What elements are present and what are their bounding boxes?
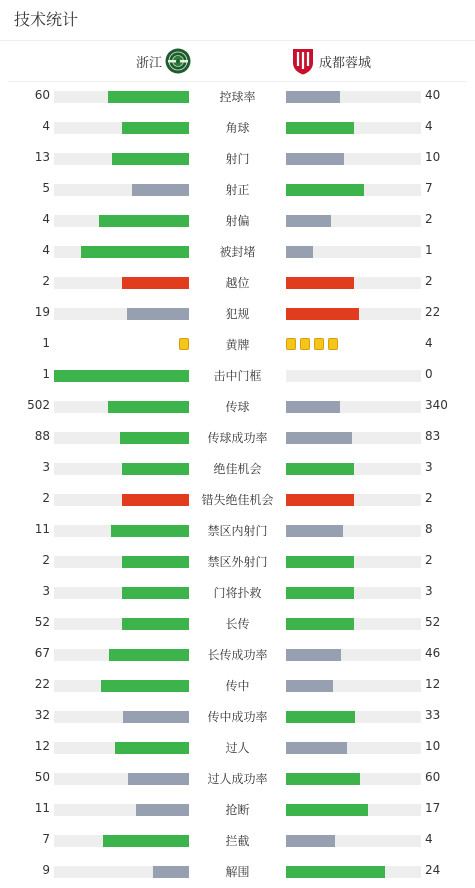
stat-label: 门将扑救 <box>213 586 262 600</box>
away-stat-value: 3 <box>425 584 433 598</box>
away-stat-value: 2 <box>425 491 433 505</box>
home-stat-bar <box>54 742 189 754</box>
home-stat-bar-fill <box>136 804 189 816</box>
home-stat-value: 88 <box>34 429 50 443</box>
away-stat-value: 10 <box>425 739 441 753</box>
home-stat-bar-fill <box>122 122 190 134</box>
stat-label: 角球 <box>225 121 250 135</box>
yellow-card-icon <box>300 338 310 350</box>
home-stat-bar <box>54 587 189 599</box>
stat-row <box>0 546 475 577</box>
stat-row <box>0 732 475 763</box>
stat-label: 过人成功率 <box>207 772 268 786</box>
stat-label: 犯规 <box>225 307 250 321</box>
stat-row <box>0 670 475 701</box>
away-stat-bar-fill <box>286 122 354 134</box>
away-stat-value: 2 <box>425 274 433 288</box>
home-stat-value: 19 <box>34 305 50 319</box>
stat-row <box>0 422 475 453</box>
away-stat-bar-fill <box>286 308 359 320</box>
home-stat-bar-fill <box>153 866 189 878</box>
away-stat-bar-fill <box>286 742 347 754</box>
away-stat-value: 2 <box>425 553 433 567</box>
home-stat-bar <box>54 525 189 537</box>
home-stat-bar <box>54 618 189 630</box>
away-stat-value: 4 <box>425 119 433 133</box>
stat-label: 射正 <box>225 183 250 197</box>
away-stat-bar-fill <box>286 618 354 630</box>
away-stat-bar <box>286 649 421 661</box>
away-team-logo-icon[interactable] <box>292 48 314 75</box>
stat-row <box>0 515 475 546</box>
away-stat-value: 52 <box>425 615 441 629</box>
stat-label: 传中成功率 <box>207 710 268 724</box>
away-yellow-cards <box>286 338 338 350</box>
stat-label: 传球 <box>225 400 250 414</box>
home-stat-value: 3 <box>42 460 50 474</box>
home-stat-bar <box>54 215 189 227</box>
home-stat-bar <box>54 308 189 320</box>
away-stat-bar <box>286 370 421 382</box>
away-stat-bar <box>286 835 421 847</box>
stat-label: 被封堵 <box>219 245 256 259</box>
home-stat-bar <box>54 153 189 165</box>
stat-row <box>0 298 475 329</box>
stat-row <box>0 329 475 360</box>
stat-label: 错失绝佳机会 <box>201 493 274 507</box>
away-stat-bar-fill <box>286 649 341 661</box>
home-stat-bar <box>54 184 189 196</box>
stat-row <box>0 174 475 205</box>
home-stat-bar-fill <box>115 742 189 754</box>
away-stat-value: 33 <box>425 708 441 722</box>
yellow-card-icon <box>328 338 338 350</box>
home-stat-bar-fill <box>122 556 190 568</box>
away-stat-bar-fill <box>286 277 354 289</box>
stat-row <box>0 701 475 732</box>
page-title: 技术统计 <box>14 10 79 29</box>
away-stat-value: 60 <box>425 770 441 784</box>
stat-label: 黄牌 <box>225 338 250 352</box>
away-stat-bar <box>286 91 421 103</box>
home-stat-bar-fill <box>81 246 189 258</box>
home-stat-bar <box>54 680 189 692</box>
home-stat-value: 60 <box>34 88 50 102</box>
home-stat-bar-fill <box>127 308 189 320</box>
home-stat-value: 4 <box>42 212 50 226</box>
home-stat-value: 12 <box>34 739 50 753</box>
away-stat-value: 3 <box>425 460 433 474</box>
home-stat-value: 22 <box>34 677 50 691</box>
away-stat-bar <box>286 153 421 165</box>
home-stat-bar <box>54 122 189 134</box>
home-stat-value: 3 <box>42 584 50 598</box>
stat-row <box>0 763 475 794</box>
away-stat-value: 10 <box>425 150 441 164</box>
home-stat-bar <box>54 835 189 847</box>
away-stat-bar-fill <box>286 866 385 878</box>
stat-row <box>0 81 475 112</box>
stat-label: 击中门框 <box>213 369 262 383</box>
yellow-card-icon <box>179 338 189 350</box>
home-stat-bar <box>54 773 189 785</box>
home-stat-value: 2 <box>42 274 50 288</box>
home-stat-value: 2 <box>42 553 50 567</box>
home-stat-bar <box>54 370 189 382</box>
away-stat-bar <box>286 618 421 630</box>
home-stat-value: 9 <box>42 863 50 877</box>
away-stat-value: 17 <box>425 801 441 815</box>
home-stat-bar-fill <box>108 91 189 103</box>
stat-label: 长传 <box>225 617 250 631</box>
home-stat-bar <box>54 432 189 444</box>
home-stat-bar-fill <box>120 432 189 444</box>
away-stat-value: 22 <box>425 305 441 319</box>
away-stat-bar <box>286 773 421 785</box>
away-stat-bar <box>286 215 421 227</box>
home-stat-bar-fill <box>54 370 189 382</box>
away-stat-bar <box>286 401 421 413</box>
stat-row <box>0 577 475 608</box>
stat-label: 抢断 <box>225 803 250 817</box>
home-stat-bar-fill <box>122 587 190 599</box>
away-stat-bar-fill <box>286 804 368 816</box>
away-stat-bar-fill <box>286 835 335 847</box>
away-stat-bar-fill <box>286 680 333 692</box>
away-stat-bar-fill <box>286 587 354 599</box>
stat-row <box>0 639 475 670</box>
stat-row <box>0 794 475 825</box>
stat-row <box>0 205 475 236</box>
away-stat-value: 12 <box>425 677 441 691</box>
away-stat-bar-fill <box>286 556 354 568</box>
away-stat-bar <box>286 277 421 289</box>
away-team-name[interactable]: 成都蓉城 <box>319 56 372 71</box>
stat-label: 长传成功率 <box>207 648 268 662</box>
stat-label: 控球率 <box>219 90 256 104</box>
home-stat-bar-fill <box>112 153 189 165</box>
home-stat-bar <box>54 866 189 878</box>
home-stat-bar-fill <box>122 618 190 630</box>
stat-label: 绝佳机会 <box>213 462 262 476</box>
away-stat-value: 1 <box>425 243 433 257</box>
home-stat-value: 11 <box>34 522 50 536</box>
away-stat-bar <box>286 556 421 568</box>
away-stat-value: 7 <box>425 181 433 195</box>
away-stat-bar <box>286 525 421 537</box>
home-stat-value: 4 <box>42 119 50 133</box>
away-stat-bar-fill <box>286 773 360 785</box>
home-stat-value: 5 <box>42 181 50 195</box>
team-header <box>0 41 475 81</box>
stats-list <box>0 81 475 887</box>
home-stat-bar-fill <box>108 401 189 413</box>
stat-label: 过人 <box>225 741 250 755</box>
home-stat-bar-fill <box>123 711 189 723</box>
home-stat-bar <box>54 463 189 475</box>
away-stat-bar-fill <box>286 525 343 537</box>
stat-label: 射偏 <box>225 214 250 228</box>
stat-label: 解围 <box>225 865 250 879</box>
away-stat-bar <box>286 711 421 723</box>
away-stat-value: 83 <box>425 429 441 443</box>
home-stat-value: 13 <box>34 150 50 164</box>
home-stat-bar-fill <box>122 463 190 475</box>
away-stat-bar <box>286 184 421 196</box>
away-stat-bar-fill <box>286 711 355 723</box>
away-stat-bar <box>286 680 421 692</box>
home-stat-bar-fill <box>122 277 190 289</box>
home-stat-value: 502 <box>27 398 50 412</box>
home-stat-bar <box>54 91 189 103</box>
home-yellow-cards <box>179 338 189 350</box>
stat-label: 禁区内射门 <box>207 524 268 538</box>
stat-row <box>0 267 475 298</box>
stat-row <box>0 825 475 856</box>
stat-row <box>0 391 475 422</box>
home-stat-value: 4 <box>42 243 50 257</box>
away-stat-value: 340 <box>425 398 448 412</box>
stat-row <box>0 484 475 515</box>
stat-label: 越位 <box>225 276 250 290</box>
home-stat-value: 32 <box>34 708 50 722</box>
away-stat-bar <box>286 587 421 599</box>
home-team-name[interactable]: 浙江 <box>135 56 162 71</box>
home-stat-bar <box>54 401 189 413</box>
home-stat-value: 2 <box>42 491 50 505</box>
away-stat-bar <box>286 742 421 754</box>
away-stat-bar <box>286 308 421 320</box>
away-stat-value: 8 <box>425 522 433 536</box>
away-stat-value: 24 <box>425 863 441 877</box>
away-stat-bar <box>286 494 421 506</box>
yellow-card-icon <box>314 338 324 350</box>
stat-row <box>0 112 475 143</box>
home-stat-bar <box>54 277 189 289</box>
home-stat-bar <box>54 649 189 661</box>
home-stat-value: 1 <box>42 367 50 381</box>
home-stat-bar <box>54 556 189 568</box>
away-stat-value: 40 <box>425 88 441 102</box>
home-stat-value: 11 <box>34 801 50 815</box>
stat-row <box>0 236 475 267</box>
away-stat-bar-fill <box>286 215 331 227</box>
yellow-card-icon <box>286 338 296 350</box>
away-stat-bar-fill <box>286 246 313 258</box>
stat-label: 传中 <box>225 679 250 693</box>
home-stat-value: 7 <box>42 832 50 846</box>
home-stat-bar <box>54 711 189 723</box>
away-stat-value: 46 <box>425 646 441 660</box>
stat-label: 禁区外射门 <box>207 555 268 569</box>
away-stat-bar-fill <box>286 401 340 413</box>
home-stat-value: 52 <box>34 615 50 629</box>
away-stat-bar <box>286 432 421 444</box>
home-stat-bar <box>54 246 189 258</box>
away-stat-bar-fill <box>286 432 352 444</box>
away-stat-bar-fill <box>286 494 354 506</box>
away-stat-bar-fill <box>286 91 340 103</box>
away-stat-bar-fill <box>286 463 354 475</box>
home-stat-value: 1 <box>42 336 50 350</box>
home-stat-bar-fill <box>132 184 189 196</box>
stat-row <box>0 143 475 174</box>
away-stat-value: 4 <box>425 336 433 350</box>
stat-row <box>0 856 475 887</box>
stat-label: 射门 <box>225 152 250 166</box>
home-stat-bar <box>54 494 189 506</box>
away-stat-bar-fill <box>286 153 344 165</box>
away-stat-bar <box>286 122 421 134</box>
home-stat-bar-fill <box>111 525 189 537</box>
home-stat-bar <box>54 804 189 816</box>
away-stat-bar <box>286 866 421 878</box>
home-stat-bar-fill <box>109 649 189 661</box>
stat-row <box>0 453 475 484</box>
home-stat-value: 67 <box>34 646 50 660</box>
away-stat-bar <box>286 246 421 258</box>
stat-label: 拦截 <box>225 834 250 848</box>
home-team-logo-icon[interactable] <box>165 48 191 74</box>
stat-row <box>0 360 475 391</box>
away-stat-value: 4 <box>425 832 433 846</box>
home-stat-bar-fill <box>122 494 190 506</box>
away-stat-bar <box>286 804 421 816</box>
stat-label: 传球成功率 <box>207 431 268 445</box>
home-stat-bar-fill <box>99 215 189 227</box>
away-stat-bar <box>286 463 421 475</box>
away-stat-value: 2 <box>425 212 433 226</box>
home-stat-value: 50 <box>34 770 50 784</box>
home-stat-bar-fill <box>128 773 189 785</box>
away-stat-bar-fill <box>286 184 364 196</box>
away-stat-value: 0 <box>425 367 433 381</box>
stat-row <box>0 608 475 639</box>
home-stat-bar-fill <box>103 835 189 847</box>
home-stat-bar-fill <box>101 680 189 692</box>
